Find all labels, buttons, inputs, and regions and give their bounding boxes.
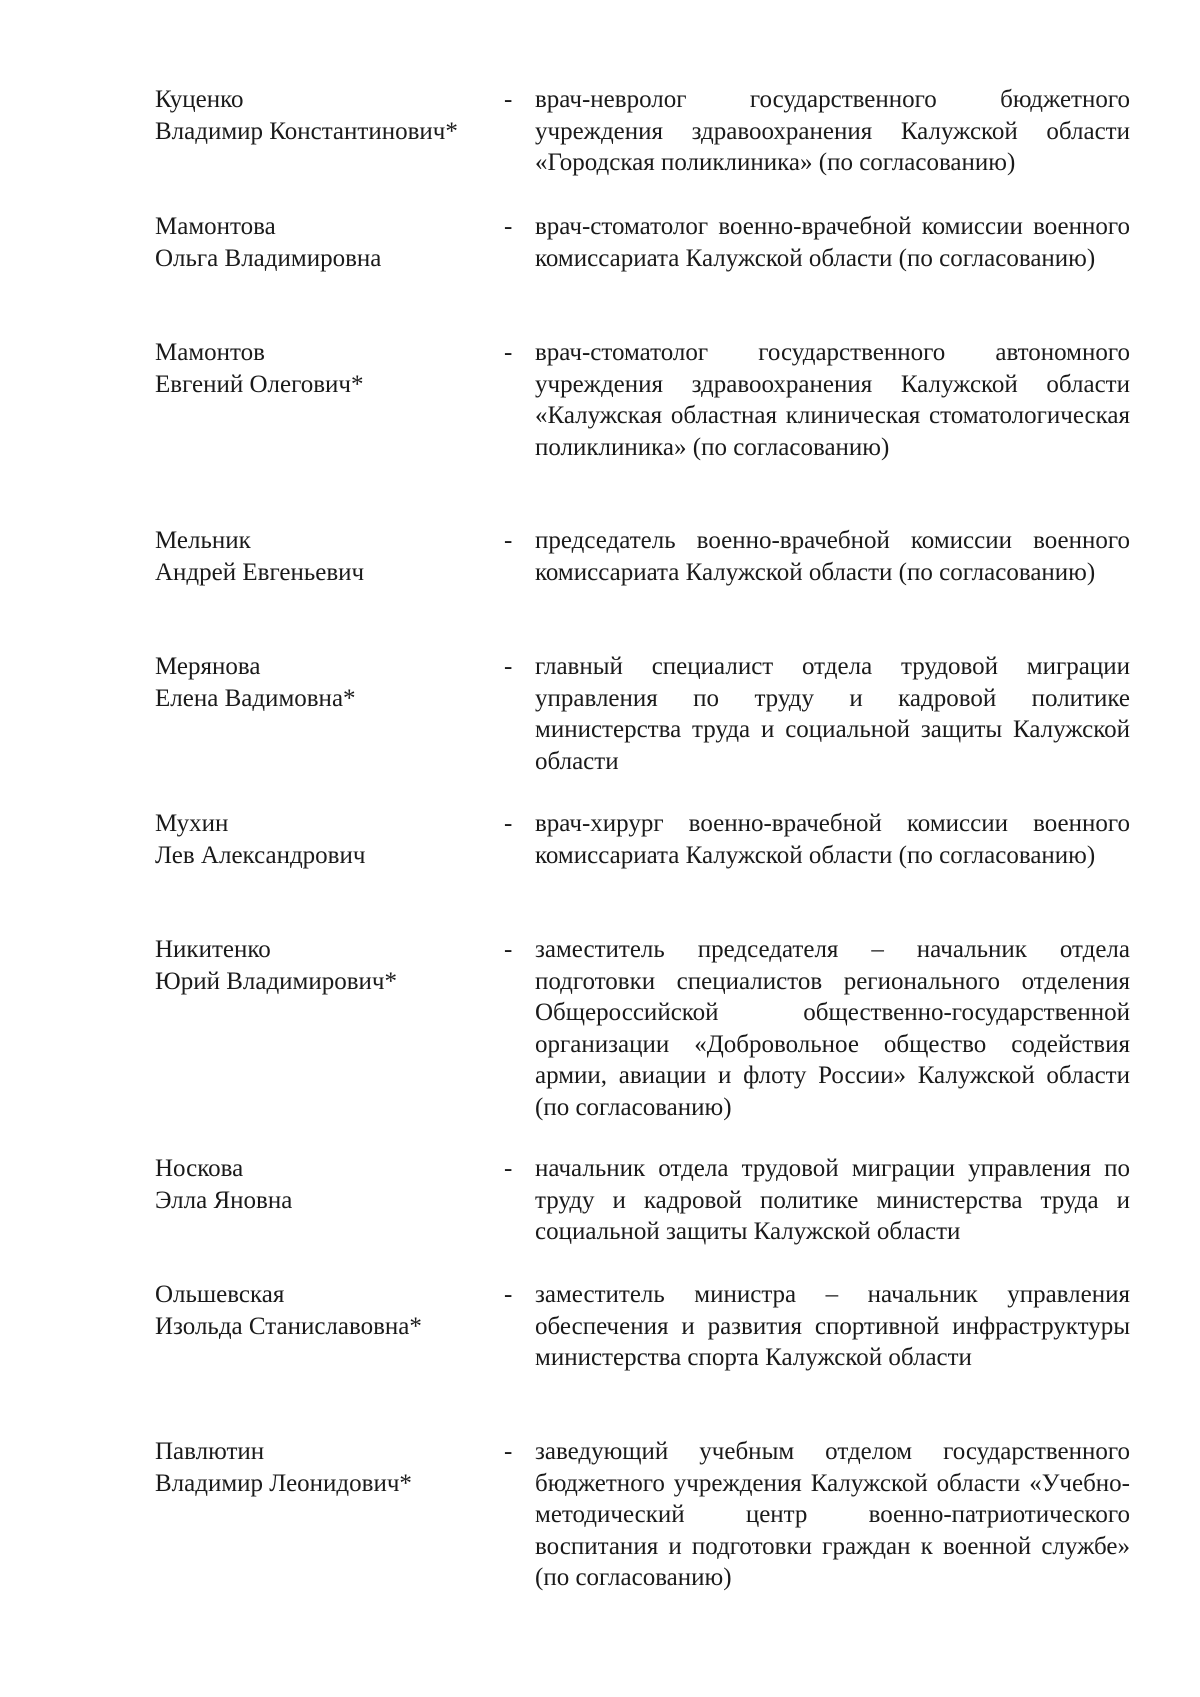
member-name	[155, 84, 495, 147]
member-given-name: Андрей Евгеньевич	[155, 558, 365, 586]
member-surname: Ольшевская	[155, 1281, 285, 1308]
member-given-name: Владимир Леонидович*	[155, 1469, 412, 1497]
member-name	[155, 1279, 495, 1342]
member-name	[155, 651, 495, 714]
member-surname: Носкова	[155, 1155, 244, 1182]
entry-dash: -	[504, 527, 513, 554]
entry-dash: -	[504, 86, 513, 113]
entry-dash: -	[504, 213, 513, 240]
entry-dash: -	[504, 1281, 513, 1308]
member-name	[155, 211, 495, 274]
member-position: врач-стоматолог государственного автономного учреждения здравоохранения Калужской области «Калужская областная клиническая стоматологическая поликлиника» (по согласованию)	[535, 339, 1130, 461]
member-position: заместитель председателя – начальник отдела подготовки специалистов регионального отделения Общероссийской общественно-государственной организации «Добровольное общество содействия армии, авиации и флоту России» Калужской области (по согласованию)	[535, 936, 1130, 1121]
entry-dash: -	[504, 1438, 513, 1465]
member-position: главный специалист отдела трудовой миграции управления по труду и кадровой политике министерства труда и социальной защиты Калужской области	[535, 653, 1130, 775]
member-given-name: Елена Вадимовна*	[155, 684, 356, 712]
member-given-name: Элла Яновна	[155, 1186, 293, 1214]
member-surname: Мамонтов	[155, 339, 265, 366]
member-surname: Павлютин	[155, 1438, 265, 1465]
member-given-name: Владимир Константинович*	[155, 117, 458, 145]
member-given-name: Лев Александрович	[155, 841, 366, 869]
member-given-name: Изольда Станиславовна*	[155, 1312, 422, 1340]
member-name	[155, 808, 495, 871]
member-given-name: Ольга Владимировна	[155, 244, 382, 272]
member-surname: Куценко	[155, 86, 244, 113]
member-position: заведующий учебным отделом государственного бюджетного учреждения Калужской области «Учебно-методический центр военно-патриотического воспитания и подготовки граждан к военной службе» (по согласованию)	[535, 1438, 1130, 1591]
entry-dash: -	[504, 936, 513, 963]
member-name	[155, 1153, 495, 1216]
member-surname: Мельник	[155, 527, 251, 554]
entry-dash: -	[504, 810, 513, 837]
member-surname: Мухин	[155, 810, 229, 837]
member-name	[155, 934, 495, 997]
member-surname: Никитенко	[155, 936, 271, 963]
member-position: заместитель министра – начальник управления обеспечения и развития спортивной инфраструктуры министерства спорта Калужской области	[535, 1281, 1130, 1371]
entry-dash: -	[504, 339, 513, 366]
member-position: врач-хирург военно-врачебной комиссии военного комиссариата Калужской области (по согласованию)	[535, 810, 1130, 869]
member-position: председатель военно-врачебной комиссии военного комиссариата Калужской области (по согласованию)	[535, 527, 1130, 586]
member-position: врач-невролог государственного бюджетного учреждения здравоохранения Калужской области «Городская поликлиника» (по согласованию)	[535, 86, 1130, 176]
member-given-name: Евгений Олегович*	[155, 370, 364, 398]
entry-dash: -	[504, 1155, 513, 1182]
entry-dash: -	[504, 653, 513, 680]
member-name	[155, 1436, 495, 1499]
member-surname: Мамонтова	[155, 213, 276, 240]
member-position: начальник отдела трудовой миграции управления по труду и кадровой политике министерства труда и социальной защиты Калужской области	[535, 1155, 1130, 1245]
member-name	[155, 337, 495, 400]
member-name	[155, 525, 495, 588]
member-position: врач-стоматолог военно-врачебной комиссии военного комиссариата Калужской области (по согласованию)	[535, 213, 1130, 272]
member-surname: Мерянова	[155, 653, 261, 680]
member-given-name: Юрий Владимирович*	[155, 967, 398, 995]
